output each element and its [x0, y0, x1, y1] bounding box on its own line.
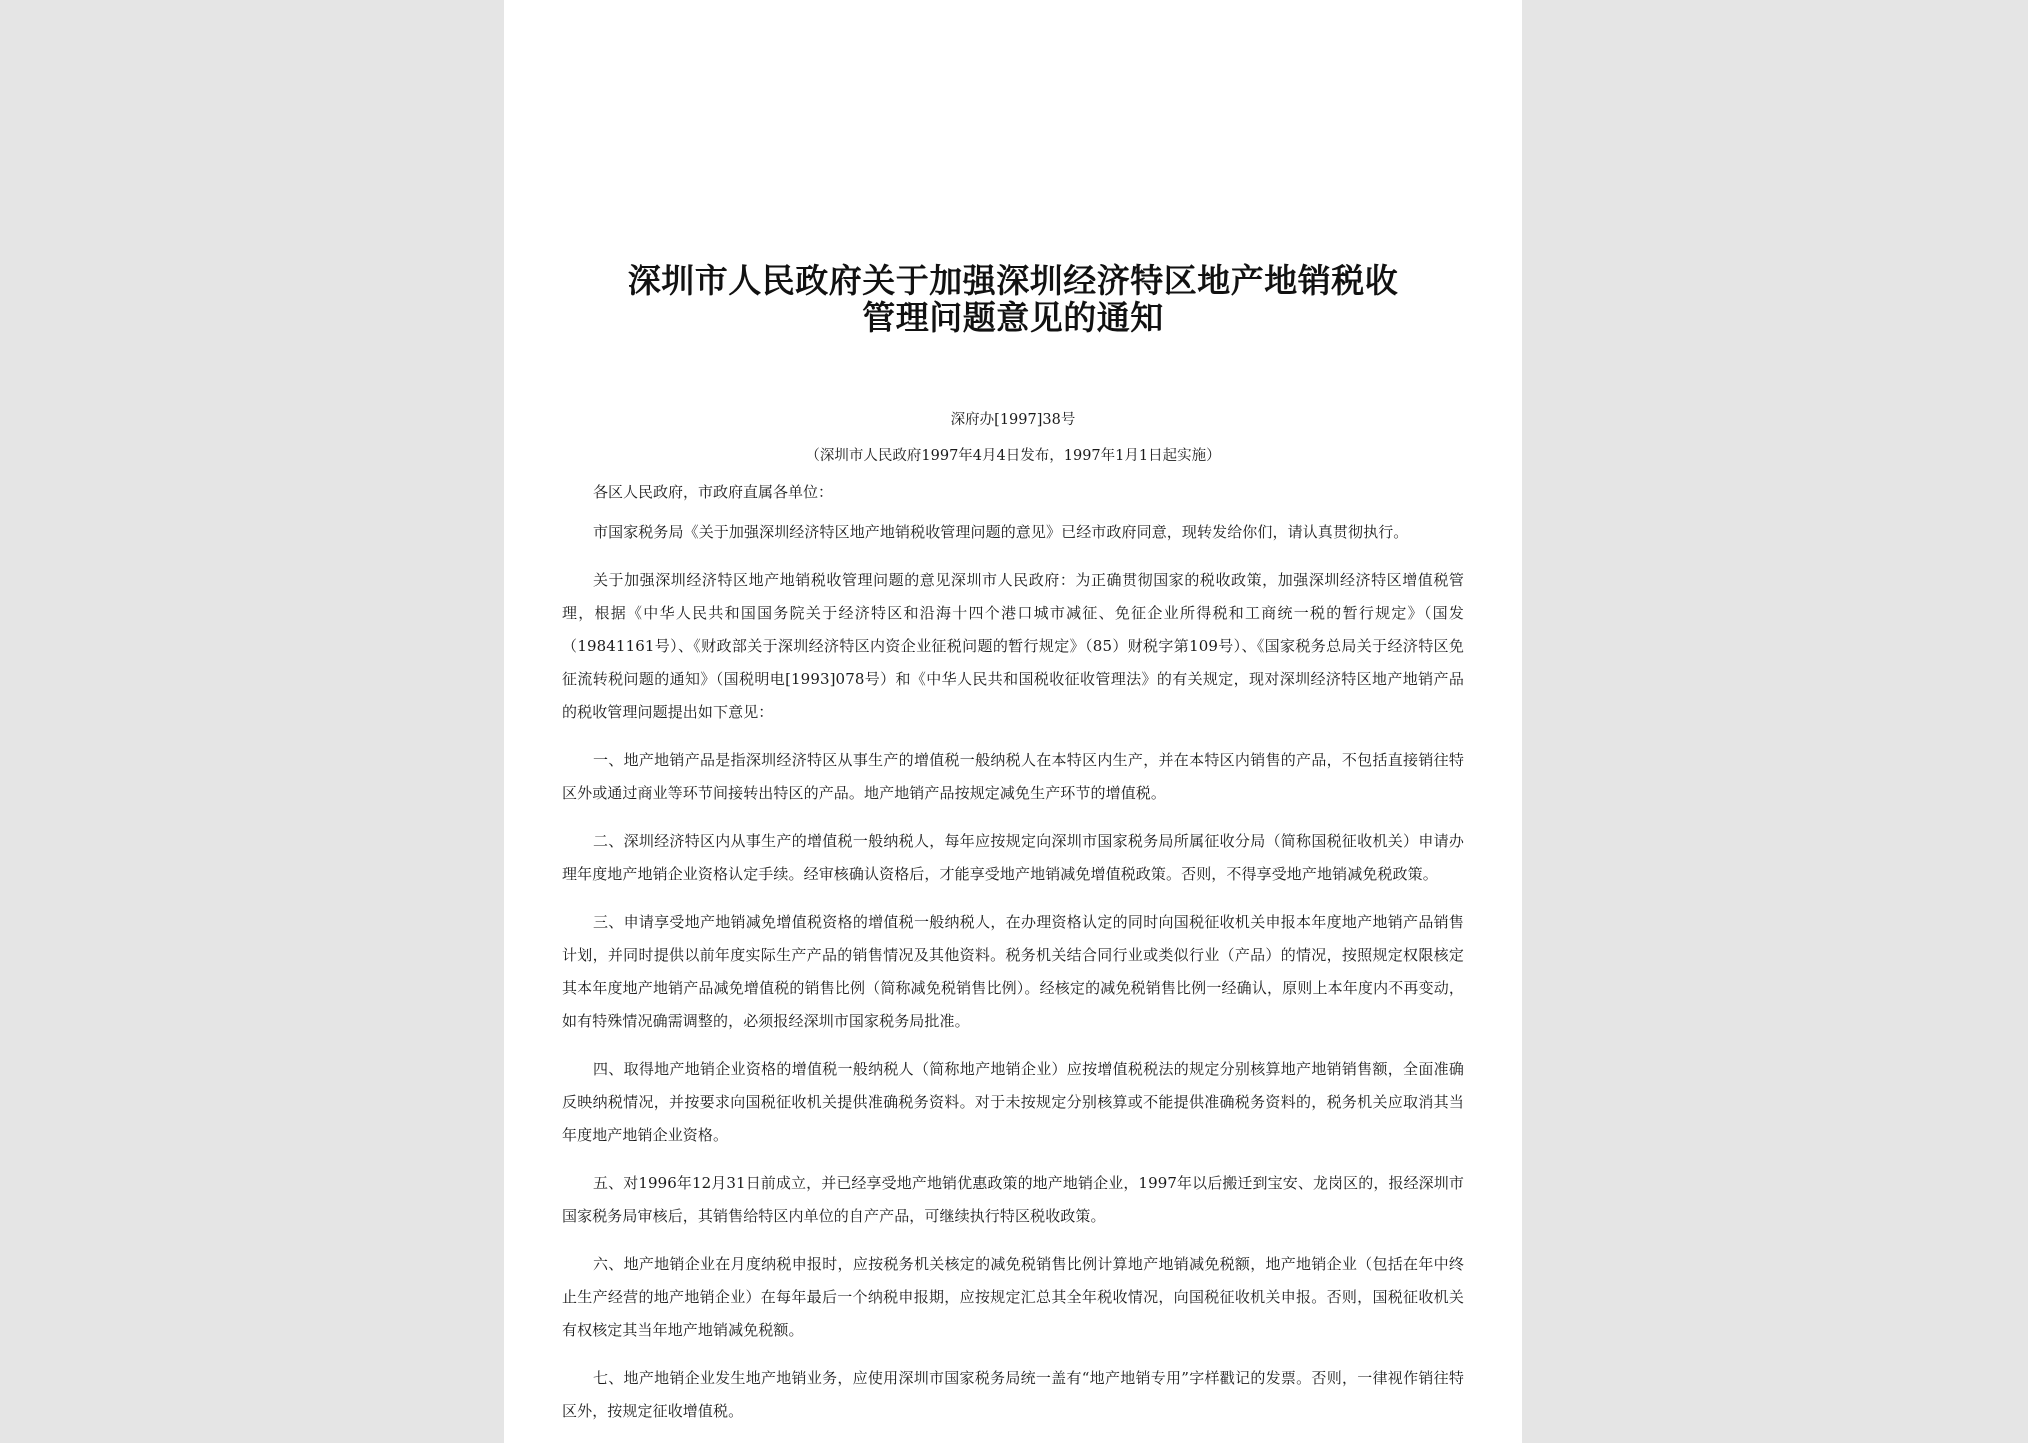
paragraph-item-2: 二、深圳经济特区内从事生产的增值税一般纳税人，每年应按规定向深圳市国家税务局所属征收分局（简称国税征收机关）申请办理年度地产地销企业资格认定手续。经审核确认资格后，才能享受地产地销减免增值税政策。否则，不得享受地产地销减免税政策。: [562, 832, 1464, 883]
title-line-2: 管理问题意见的通知: [862, 298, 1164, 337]
paragraph-preamble: 关于加强深圳经济特区地产地销税收管理问题的意见深圳市人民政府：为正确贯彻国家的税收政策，加强深圳经济特区增值税管理，根据《中华人民共和国国务院关于经济特区和沿海十四个港口城市减征、免征企业所得税和工商统一税的暂行规定》（国发（19841161号）、《财政部关于深圳经济特区内资企业征税问题的暂行规定》（85）财税字第109号）、《国家税务总局关于经济特区免征流转税问题的通知》（国税明电[1993]078号）和《中华人民共和国税收征收管理法》的有关规定，现对深圳经济特区地产地销产品的税收管理问题提出如下意见：: [562, 571, 1464, 721]
paragraph-item-1: 一、地产地销产品是指深圳经济特区从事生产的增值税一般纳税人在本特区内生产，并在本特区内销售的产品，不包括直接销往特区外或通过商业等环节间接转出特区的产品。地产地销产品按规定减免生产环节的增值税。: [562, 751, 1464, 802]
paragraph-item-7: 七、地产地销企业发生地产地销业务，应使用深圳市国家税务局统一盖有“地产地销专用”字样戳记的发票。否则，一律视作销往特区外，按规定征收增值税。: [562, 1369, 1464, 1420]
issue-date-note: （深圳市人民政府1997年4月4日发布，1997年1月1日起实施）: [805, 448, 1221, 464]
paragraph-item-3: 三、申请享受地产地销减免增值税资格的增值税一般纳税人，在办理资格认定的同时向国税征收机关申报本年度地产地销产品销售计划，并同时提供以前年度实际生产产品的销售情况及其他资料。税务机关结合同行业或类似行业（产品）的情况，按照规定权限核定其本年度地产地销产品减免增值税的销售比例（简称减免税销售比例）。经核定的减免税销售比例一经确认，原则上本年度内不再变动，如有特殊情况确需调整的，必须报经深圳市国家税务局批准。: [562, 913, 1464, 1030]
document-page: [504, 0, 1522, 1443]
paragraph-forwarding: 市国家税务局《关于加强深圳经济特区地产地销税收管理问题的意见》已经市政府同意，现转发给你们，请认真贯彻执行。: [593, 523, 1409, 541]
title-line-1: 深圳市人民政府关于加强深圳经济特区地产地销税收: [627, 261, 1399, 300]
paragraph-item-6: 六、地产地销企业在月度纳税申报时，应按税务机关核定的减免税销售比例计算地产地销减免税额，地产地销企业（包括在年中终止生产经营的地产地销企业）在每年最后一个纳税申报期，应按规定汇总其全年税收情况，向国税征收机关申报。否则，国税征收机关有权核定其当年地产地销减免税额。: [562, 1255, 1464, 1339]
salutation: 各区人民政府，市政府直属各单位：: [593, 483, 834, 501]
paragraph-item-4: 四、取得地产地销企业资格的增值税一般纳税人（简称地产地销企业）应按增值税税法的规定分别核算地产地销销售额，全面准确反映纳税情况，并按要求向国税征收机关提供准确税务资料。对于未按规定分别核算或不能提供准确税务资料的，税务机关应取消其当年度地产地销企业资格。: [562, 1060, 1464, 1144]
document-title: [562, 262, 1464, 336]
document-number: 深府办[1997]38号: [950, 412, 1076, 428]
paragraph-item-5: 五、对1996年12月31日前成立，并已经享受地产地销优惠政策的地产地销企业，1997年以后搬迁到宝安、龙岗区的，报经深圳市国家税务局审核后，其销售给特区内单位的自产产品，可继续执行特区税收政策。: [562, 1174, 1464, 1225]
